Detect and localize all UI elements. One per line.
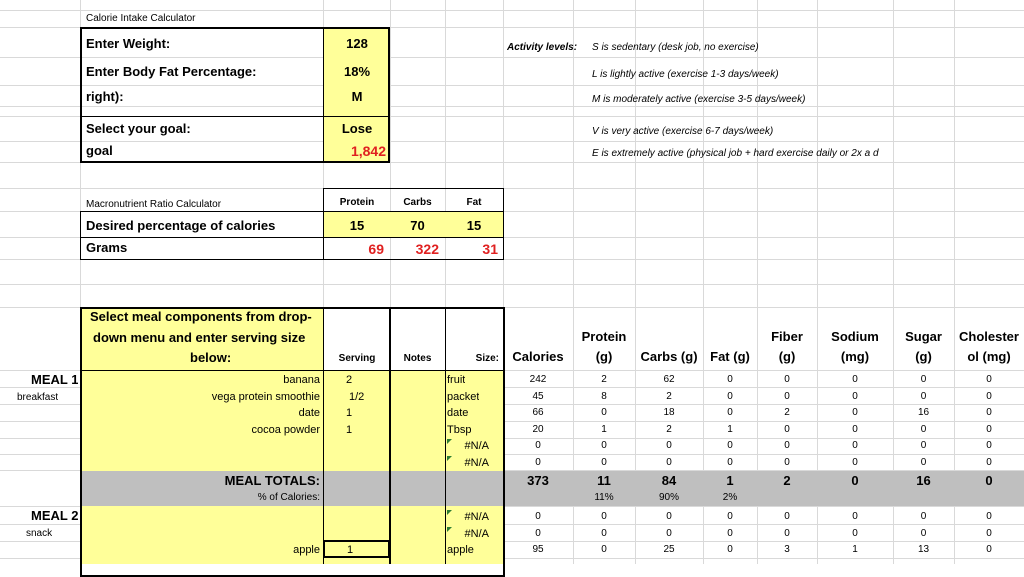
macro-grams-label: Grams	[86, 240, 128, 255]
meal1-serving-cell[interactable]: 2	[346, 374, 353, 386]
meal1-size-cell: #N/A	[464, 457, 489, 469]
calorie-calc-title: Calorie Intake Calculator	[86, 13, 196, 24]
meal1-nutrient-cell: 0	[601, 407, 607, 419]
goal-label: Select your goal:	[86, 121, 191, 136]
selected-cell-outline[interactable]	[323, 540, 390, 558]
meal1-nutrient-cell: 0	[920, 374, 927, 385]
meal1-nutrient-cell: 0	[986, 457, 992, 468]
meal-instruction: below:	[190, 350, 232, 365]
meal1-nutrient-cell: 2	[601, 374, 607, 385]
meal2-nutrient-cell: 25	[663, 544, 675, 556]
error-indicator-icon	[447, 527, 452, 532]
meal1-nutrient-cell: 0	[535, 440, 541, 452]
grid-row-line	[0, 284, 1024, 285]
meal1-nutrient-cell: 0	[666, 457, 672, 468]
meal2-size-cell: #N/A	[464, 511, 489, 523]
grams-protein: 69	[368, 241, 384, 257]
meal-total-value: 2	[783, 473, 791, 488]
activity-input[interactable]: M	[351, 89, 363, 104]
meal1-nutrient-cell: 2	[666, 423, 672, 435]
meal2-nutrient-cell: 0	[727, 544, 733, 556]
meal1-nutrient-cell: 242	[529, 374, 547, 385]
meal-total-value: 16	[916, 473, 931, 488]
meal2-nutrient-cell: 0	[852, 511, 858, 522]
macro-pct-fat[interactable]: 15	[466, 218, 482, 233]
nutrient-header: Sodium	[831, 329, 879, 344]
meal1-label: MEAL 1	[31, 372, 79, 387]
meal1-nutrient-cell: 66	[532, 407, 544, 419]
meal1-serving-cell[interactable]: 1	[346, 407, 353, 420]
meal2-nutrient-cell: 0	[986, 527, 992, 539]
bodyfat-label: Enter Body Fat Percentage:	[86, 64, 257, 79]
meal1-nutrient-cell: 0	[986, 374, 992, 385]
meal1-nutrient-cell: 1	[727, 423, 733, 435]
meal2-nutrient-cell: 0	[727, 527, 733, 539]
meal1-nutrient-cell: 0	[784, 423, 790, 435]
nutrient-header: Fiber	[771, 329, 803, 344]
activity-level-item: M is moderately active (exercise 3-5 days/week)	[592, 94, 806, 105]
nutrient-header: ol (mg)	[967, 349, 1011, 364]
meal1-nutrient-cell: 0	[852, 423, 858, 435]
nutrient-header: Protein	[581, 329, 627, 344]
meal-pct-label: % of Calories:	[257, 492, 320, 503]
meal1-nutrient-cell: 0	[852, 440, 858, 452]
meal2-sublabel: snack	[26, 528, 53, 539]
macro-calc-title: Macronutrient Ratio Calculator	[86, 199, 222, 210]
meal1-food-cell[interactable]: vega protein smoothie	[211, 390, 320, 403]
meal1-nutrient-cell: 0	[920, 390, 927, 402]
weight-input[interactable]: 128	[346, 36, 368, 51]
meal1-food-cell[interactable]: banana	[283, 374, 320, 386]
meal2-nutrient-cell: 1	[852, 544, 858, 556]
meal-instruction: down menu and enter serving size	[93, 330, 306, 345]
meal-total-value: 0	[985, 473, 993, 488]
meal2-nutrient-cell: 0	[601, 544, 607, 556]
goal-input[interactable]: Lose	[341, 121, 373, 136]
meal2-label: MEAL 2	[31, 508, 79, 523]
macro-header-carbs: Carbs	[403, 197, 432, 208]
meal1-nutrient-cell: 0	[727, 457, 733, 468]
meal1-nutrient-cell: 0	[986, 440, 992, 452]
meal1-size-cell: date	[447, 407, 469, 420]
meal1-nutrient-cell: 0	[727, 374, 733, 385]
meal1-nutrient-cell: 2	[666, 390, 672, 402]
meal1-food-cell[interactable]: cocoa powder	[251, 423, 320, 436]
nutrient-header: Cholester	[959, 329, 1019, 344]
meal1-nutrient-cell: 62	[663, 374, 675, 385]
activity-label: right):	[86, 89, 124, 104]
meal1-food-cell[interactable]: date	[298, 407, 320, 420]
macro-pct-label: Desired percentage of calories	[86, 218, 276, 233]
meal2-nutrient-cell: 0	[986, 544, 992, 556]
meal-totals-label: MEAL TOTALS:	[224, 473, 320, 488]
meal-total-value: 0	[851, 473, 859, 488]
meal1-serving-cell[interactable]: 1	[346, 423, 353, 436]
meal1-nutrient-cell: 1	[601, 423, 607, 435]
meal1-nutrient-cell: 45	[532, 390, 544, 402]
nutrient-header: (g)	[915, 349, 932, 364]
nutrient-header: Sugar	[905, 329, 942, 344]
activity-levels-label: Activity levels:	[507, 42, 578, 53]
meal1-nutrient-cell: 0	[986, 407, 992, 419]
meal1-nutrient-cell: 0	[986, 390, 992, 402]
meal1-nutrient-cell: 0	[784, 374, 790, 385]
notes-header: Notes	[403, 353, 432, 364]
macro-pct-protein[interactable]: 15	[349, 218, 365, 233]
calorie-result: 1,842	[350, 143, 386, 159]
nutrient-header: Fat (g)	[710, 349, 750, 364]
meal1-nutrient-cell: 0	[920, 440, 927, 452]
meal-pct-value: 2%	[722, 492, 738, 503]
nutrient-header: Calories	[512, 349, 564, 364]
error-indicator-icon	[447, 510, 452, 515]
meal-total-value: 373	[527, 473, 549, 488]
meal2-nutrient-cell: 0	[920, 527, 927, 539]
meal1-nutrient-cell: 0	[601, 440, 607, 452]
meal1-nutrient-cell: 0	[852, 407, 858, 419]
meal1-size-cell: fruit	[447, 374, 466, 386]
nutrient-header: (g)	[778, 349, 796, 364]
meal2-size-cell: #N/A	[464, 527, 489, 540]
meal-total-value: 1	[726, 473, 734, 488]
meal-pct-value: 11%	[594, 492, 614, 503]
meal2-nutrient-cell: 0	[535, 527, 541, 539]
meal2-nutrient-cell: 0	[920, 511, 927, 522]
result-label: goal	[86, 143, 113, 158]
meal1-nutrient-cell: 0	[727, 440, 733, 452]
meal-table-border	[80, 307, 505, 577]
activity-level-item: L is lightly active (exercise 1-3 days/week)	[592, 69, 779, 80]
meal1-size-cell: #N/A	[464, 440, 489, 453]
size-header: Size:	[475, 353, 499, 364]
meal-divider	[80, 370, 505, 371]
meal1-nutrient-cell: 0	[986, 423, 992, 435]
meal-divider	[323, 307, 324, 564]
meal-instruction: Select meal components from drop-	[90, 309, 312, 324]
nutrient-header: Carbs (g)	[640, 349, 698, 364]
meal1-nutrient-cell: 0	[727, 390, 733, 402]
meal2-nutrient-cell: 0	[535, 511, 541, 522]
activity-level-item: S is sedentary (desk job, no exercise)	[592, 42, 759, 53]
nutrient-header: (mg)	[840, 349, 870, 364]
meal1-nutrient-cell: 2	[784, 407, 790, 419]
meal-divider	[389, 307, 391, 564]
meal1-nutrient-cell: 0	[920, 457, 927, 468]
meal2-nutrient-cell: 0	[986, 511, 992, 522]
meal2-nutrient-cell: 0	[601, 527, 607, 539]
error-indicator-icon	[447, 456, 452, 461]
meal1-nutrient-cell: 8	[601, 390, 607, 402]
meal2-nutrient-cell: 0	[601, 511, 607, 522]
meal-pct-value: 90%	[658, 492, 679, 503]
meal1-nutrient-cell: 0	[784, 390, 790, 402]
meal1-nutrient-cell: 18	[663, 407, 675, 419]
meal2-nutrient-cell: 0	[784, 527, 790, 539]
meal1-serving-cell[interactable]: 1/2	[349, 390, 365, 403]
meal1-nutrient-cell: 0	[784, 457, 790, 468]
meal1-nutrient-cell: 0	[601, 457, 607, 468]
macro-header-fat: Fat	[466, 197, 482, 208]
macro-header-protein: Protein	[339, 197, 375, 208]
nutrient-header: (g)	[595, 349, 613, 364]
meal2-nutrient-cell: 0	[666, 527, 672, 539]
meal-total-value: 84	[661, 473, 677, 488]
meal2-size-cell: apple	[447, 544, 474, 557]
meal2-nutrient-cell: 0	[666, 511, 672, 522]
meal1-nutrient-cell: 0	[852, 390, 858, 402]
meal1-nutrient-cell: 0	[727, 407, 733, 419]
meal1-nutrient-cell: 16	[917, 407, 930, 419]
meal2-serving-cell[interactable]: 1	[347, 544, 354, 557]
meal1-nutrient-cell: 0	[920, 423, 927, 435]
grid-row-line	[0, 188, 1024, 189]
meal1-size-cell: Tbsp	[447, 423, 472, 436]
meal2-nutrient-cell: 95	[532, 544, 544, 556]
meal2-food-cell[interactable]: apple	[293, 544, 320, 557]
activity-level-item: E is extremely active (physical job + hard exercise daily or 2x a d	[592, 148, 879, 159]
meal1-sublabel: breakfast	[17, 392, 59, 403]
error-indicator-icon	[447, 439, 452, 444]
calorie-divider	[80, 116, 390, 117]
meal2-nutrient-cell: 0	[852, 527, 858, 539]
meal1-nutrient-cell: 20	[532, 423, 544, 435]
meal2-nutrient-cell: 3	[784, 544, 790, 556]
meal1-nutrient-cell: 0	[784, 440, 790, 452]
meal1-nutrient-cell: 0	[666, 440, 672, 452]
macro-pct-carbs[interactable]: 70	[410, 218, 425, 233]
grams-fat: 31	[482, 241, 498, 257]
activity-level-item: V is very active (exercise 6-7 days/week)	[592, 126, 774, 137]
grams-carbs: 322	[415, 241, 439, 257]
meal1-size-cell: packet	[447, 390, 480, 403]
weight-label: Enter Weight:	[86, 36, 171, 51]
serving-header: Serving	[338, 353, 376, 364]
meal-total-value: 11	[597, 473, 611, 488]
meal1-nutrient-cell: 0	[535, 457, 541, 468]
meal1-nutrient-cell: 0	[852, 374, 858, 385]
bodyfat-input[interactable]: 18%	[343, 64, 371, 79]
meal1-nutrient-cell: 0	[852, 457, 858, 468]
meal2-nutrient-cell: 0	[784, 511, 790, 522]
meal2-nutrient-cell: 13	[917, 544, 930, 556]
meal2-nutrient-cell: 0	[727, 511, 733, 522]
